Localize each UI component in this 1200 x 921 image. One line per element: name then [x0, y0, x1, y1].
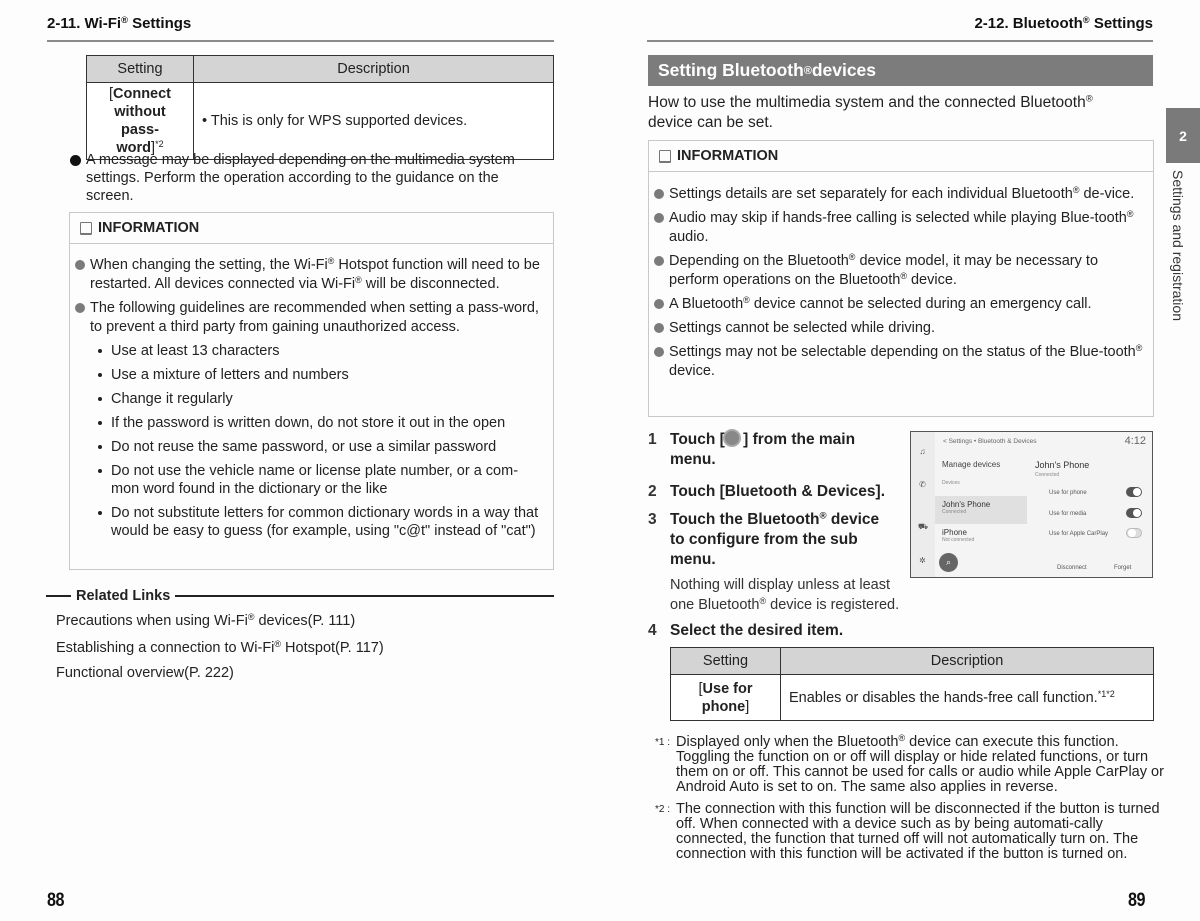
related-link[interactable]: Precautions when using Wi-Fi® devices(P. 111): [56, 612, 356, 629]
option-label: Use for phone: [1049, 490, 1087, 496]
guideline-item: Change it regularly: [75, 390, 553, 408]
information-box: [69, 212, 554, 570]
option-label: Use for Apple CarPlay: [1049, 531, 1109, 537]
device-row: John's Phone Connected: [935, 496, 1027, 524]
phone-icon: ✆: [919, 480, 926, 489]
bullet-icon: [70, 155, 81, 166]
information-header: INFORMATION: [649, 141, 1153, 172]
guideline-item: Do not reuse the same password, or use a similar password: [75, 438, 553, 456]
breadcrumb: < Settings • Bluetooth & Devices: [943, 438, 1037, 445]
running-head: 2-12. Bluetooth® Settings: [974, 14, 1153, 32]
step-2: 2 Touch [Bluetooth & Devices].: [648, 483, 886, 500]
gear-icon: [725, 431, 739, 445]
chapter-tab[interactable]: 2: [1166, 108, 1200, 163]
info-item: Settings may not be selectable depending on the status of the Blue-tooth® device.: [654, 343, 1153, 381]
option-label: Use for media: [1049, 511, 1087, 517]
book-icon: [80, 222, 92, 235]
table-header: Description: [194, 56, 554, 83]
manage-devices-label: Manage devices: [942, 460, 1001, 469]
page-number: 88: [47, 890, 65, 911]
clock: 4:12: [1124, 435, 1146, 447]
header-rule: [47, 40, 554, 42]
note-bullet: A message may be displayed depending on the multimedia system settings. Perform the operation according to the guidance on the screen.: [70, 151, 545, 205]
bullet-icon: [75, 303, 85, 313]
table-row: [87, 83, 554, 160]
device-row: iPhone Not connected: [942, 528, 975, 543]
running-head: 2-11. Wi-Fi® Settings: [47, 14, 192, 32]
setting-cell: [Connect without pass- word]$^{*2}$: [87, 83, 194, 160]
intro-text: How to use the multimedia system and the connected Bluetooth® device can be set.: [648, 93, 1093, 131]
information-box: [648, 140, 1154, 417]
step-3: 3 Touch the Bluetooth® device to configure from the sub menu.: [648, 510, 880, 568]
guideline-item: Do not substitute letters for common dictionary words in a way that would be easy to guess (for example, using "c@t" instead of "cat"): [75, 504, 553, 540]
forget-label: Forget: [1114, 565, 1132, 571]
guideline-item: Do not use the vehicle name or license plate number, or a com-mon word found in the dictionary or the like: [75, 462, 553, 498]
related-links-heading: Related Links: [46, 586, 554, 606]
disconnect-label: Disconnect: [1057, 565, 1087, 571]
music-icon: ♫: [919, 447, 926, 456]
footnote-1: *1 : Displayed only when the Bluetooth® device can execute this function. Toggling the function on or off will display or hide related functions, or turn them on or off. This cannot be used for calls or audio while Apple CarPlay or Android Auto is set to on. The same also applies in reverse.: [655, 733, 1164, 795]
related-link[interactable]: Establishing a connection to Wi-Fi® Hotspot(P. 117): [56, 639, 384, 656]
description-cell: Enables or disables the hands-free call function.$^{*1*2}$: [781, 675, 1154, 721]
table-header: Setting: [87, 56, 194, 83]
table-header: Setting: [671, 648, 781, 675]
section-title: Setting Bluetooth ® devices: [648, 55, 1153, 86]
info-item: A Bluetooth® device cannot be selected during an emergency call.: [654, 295, 1153, 314]
settings-table: [670, 647, 1154, 721]
devices-label: Devices: [942, 480, 960, 486]
setting-cell: [Use for phone]: [671, 675, 781, 721]
header-rule: [647, 40, 1153, 42]
description-cell: • This is only for WPS supported devices.: [194, 83, 554, 160]
guideline-item: Use a mixture of letters and numbers: [75, 366, 553, 384]
device-detail-name: John's Phone: [1035, 460, 1090, 470]
page-number: 89: [1128, 890, 1146, 911]
device-detail-status: Connected: [1035, 472, 1060, 478]
side-rail: [911, 432, 935, 577]
chapter-label: Settings and registration: [1170, 170, 1186, 321]
bluetooth-settings-screenshot: [910, 431, 1153, 578]
guideline-item: Use at least 13 characters: [75, 342, 553, 360]
book-icon: [659, 150, 671, 163]
info-item: The following guidelines are recommended when setting a pass-word, to prevent a third party from gaining unauthorized access.: [75, 299, 553, 337]
info-item: When changing the setting, the Wi-Fi® Hotspot function will need to be restarted. All devices connected via Wi-Fi® will be disconnected.: [75, 256, 553, 294]
use-for-media-toggle: [1126, 508, 1142, 518]
search-icon: ⌕: [939, 553, 958, 572]
settings-table: [86, 55, 554, 160]
guideline-item: If the password is written down, do not store it out in the open: [75, 414, 553, 432]
table-header: Description: [781, 648, 1154, 675]
information-header: INFORMATION: [70, 213, 553, 244]
info-item: Audio may skip if hands-free calling is selected while playing Blue-tooth® audio.: [654, 209, 1153, 247]
table-row: [671, 675, 1154, 721]
info-item: Depending on the Bluetooth® device model, it may be necessary to perform operations on the Bluetooth® device.: [654, 252, 1153, 290]
bullet-icon: [75, 260, 85, 270]
step-1: 1 Touch [ ] from the main menu.: [648, 431, 856, 468]
step-3-note: Nothing will display unless at least one Bluetooth® device is registered.: [670, 577, 900, 613]
info-item: Settings cannot be selected while driving.: [654, 319, 1153, 338]
footnote-2: *2 : The connection with this function will be disconnected if the button is turned off. When connected with a device such as by being automati-cally connected, the function that turned off will not automatically turn on. The connection with this function will be activated if the button is turned on.: [655, 801, 1160, 862]
related-link[interactable]: Functional overview(P. 222): [56, 665, 234, 681]
gear-icon: ✲: [919, 556, 926, 565]
use-for-phone-toggle: [1126, 487, 1142, 497]
step-4: 4 Select the desired item.: [648, 622, 844, 639]
right-page: [600, 0, 1200, 921]
info-item: Settings details are set separately for each individual Bluetooth® de-vice.: [654, 185, 1153, 204]
use-for-carplay-toggle: [1126, 528, 1142, 538]
car-icon: ⛟: [918, 522, 929, 531]
